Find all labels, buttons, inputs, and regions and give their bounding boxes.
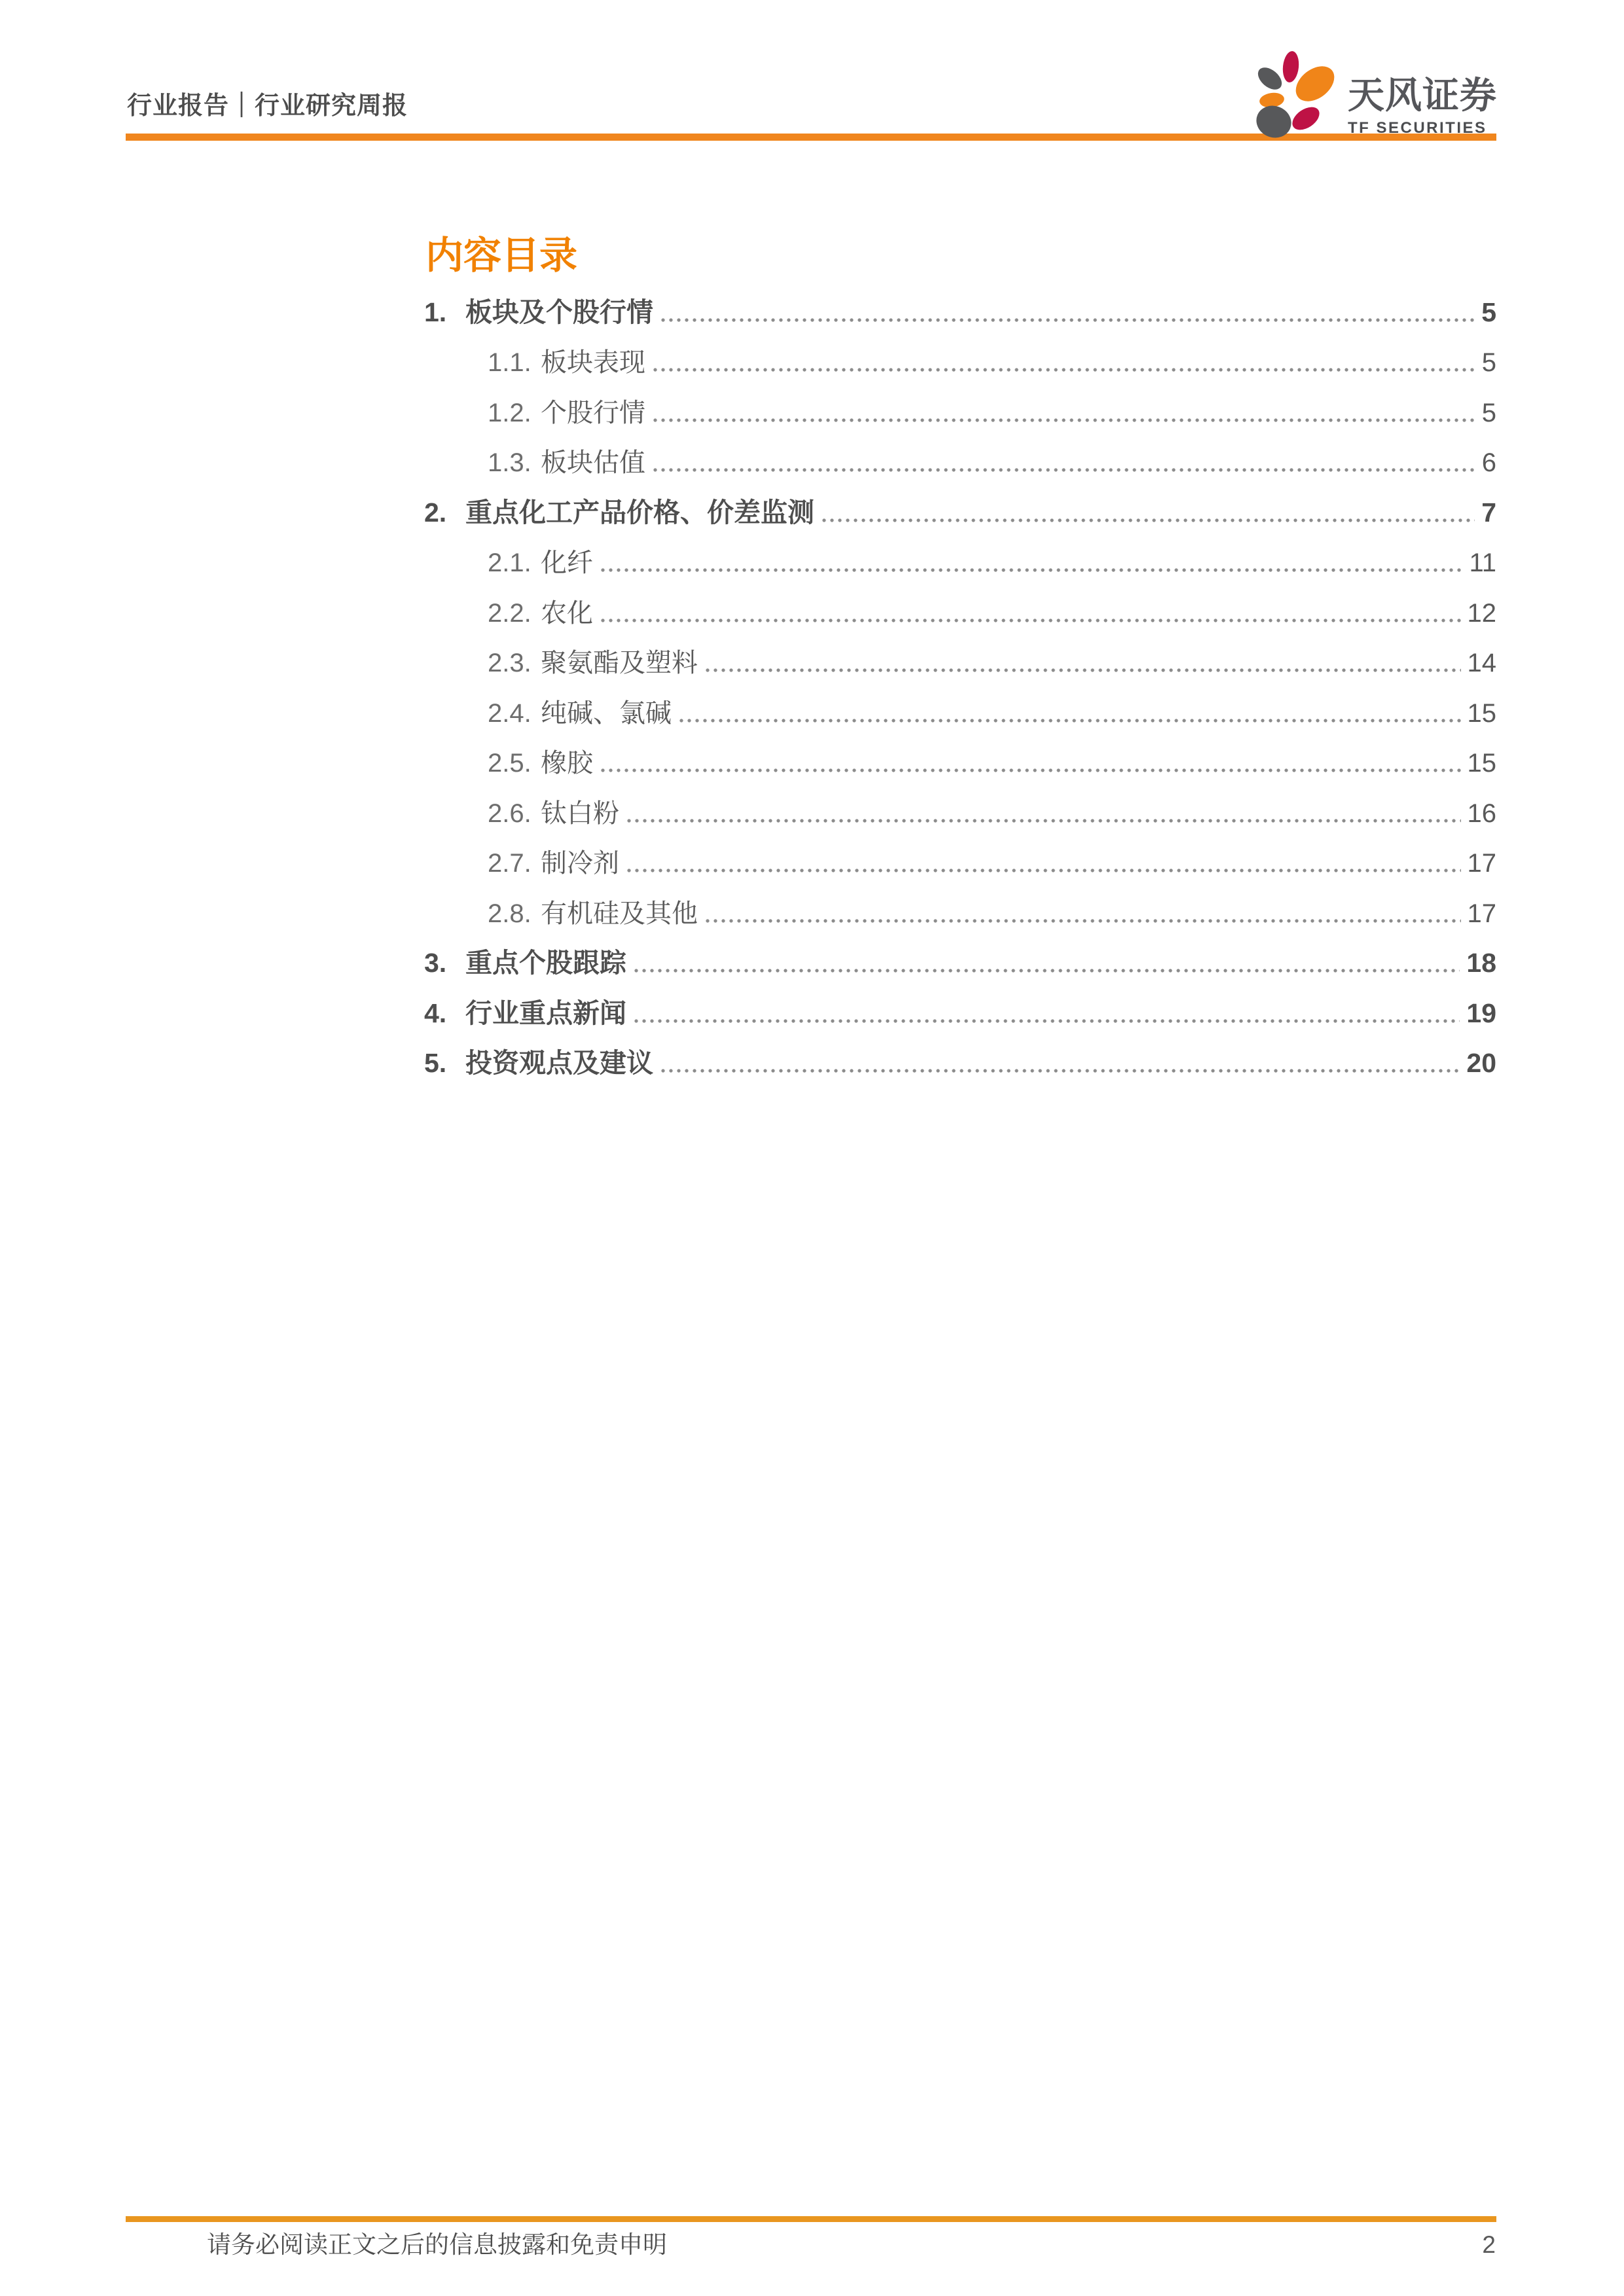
toc-entry-label: 板块及个股行情 <box>465 296 653 327</box>
toc-entry[interactable] <box>424 578 1496 628</box>
toc-entry-page: 11 <box>1469 548 1496 578</box>
toc-entry-number: 2.5. <box>488 749 532 778</box>
toc-leader-dots <box>601 768 1461 772</box>
toc-entry[interactable] <box>424 929 1496 979</box>
toc-entry-page: 5 <box>1481 296 1496 327</box>
toc-entry-number: 2. <box>424 497 447 528</box>
toc-entry-page: 17 <box>1467 899 1496 928</box>
toc-leader-dots <box>661 318 1475 322</box>
toc-entry-label: 板块表现 <box>541 348 645 378</box>
toc-leader-dots <box>634 1019 1460 1023</box>
toc-entry-label: 聚氨酯及塑料 <box>541 649 698 678</box>
toc-entry-label: 化纤 <box>541 548 593 578</box>
toc-entry-label: 钛白粉 <box>541 798 619 828</box>
toc-entry-page: 15 <box>1467 698 1496 728</box>
toc-entry-label: 个股行情 <box>541 398 645 427</box>
tf-logo-flower-icon <box>1255 45 1339 140</box>
toc-entry[interactable] <box>424 528 1496 579</box>
toc-title: 内容目录 <box>425 234 578 277</box>
toc-entry[interactable] <box>424 428 1496 478</box>
toc-entry-number: 2.6. <box>488 798 532 828</box>
toc-entry-number: 1.3. <box>488 448 532 478</box>
table-of-contents <box>424 278 1496 1079</box>
toc-entry[interactable] <box>424 478 1496 528</box>
toc-entry-number: 1.1. <box>488 348 532 378</box>
toc-entry-number: 2.1. <box>488 548 532 578</box>
toc-leader-dots <box>601 568 1462 572</box>
toc-entry[interactable] <box>424 1029 1496 1079</box>
toc-entry[interactable] <box>424 829 1496 879</box>
toc-entry-label: 行业重点新闻 <box>465 997 626 1028</box>
toc-entry-label: 制冷剂 <box>541 849 619 878</box>
toc-entry[interactable] <box>424 378 1496 428</box>
toc-entry-page: 17 <box>1467 849 1496 878</box>
toc-entry[interactable] <box>424 878 1496 929</box>
toc-leader-dots <box>653 418 1475 422</box>
toc-entry-label: 重点化工产品价格、价差监测 <box>465 497 814 528</box>
toc-entry-label: 板块估值 <box>541 448 645 478</box>
toc-entry-number: 2.4. <box>488 698 532 728</box>
toc-entry-label: 重点个股跟踪 <box>465 948 626 978</box>
toc-entry-number: 5. <box>424 1048 447 1079</box>
toc-entry-page: 5 <box>1481 348 1496 378</box>
toc-entry-page: 14 <box>1467 649 1496 678</box>
toc-entry[interactable] <box>424 978 1496 1029</box>
logo-name-cn: 天风证券 <box>1348 75 1497 116</box>
toc-entry-page: 6 <box>1481 448 1496 478</box>
breadcrumb: 行业报告｜行业研究周报 <box>127 92 408 120</box>
toc-entry-page: 15 <box>1467 749 1496 778</box>
toc-entry-number: 2.2. <box>488 598 532 628</box>
toc-leader-dots <box>661 1069 1460 1073</box>
toc-leader-dots <box>706 668 1461 672</box>
toc-entry-page: 5 <box>1481 398 1496 427</box>
toc-entry-number: 3. <box>424 948 447 978</box>
toc-entry-page: 16 <box>1467 798 1496 828</box>
toc-entry-page: 12 <box>1467 598 1496 628</box>
toc-entry[interactable] <box>424 728 1496 779</box>
toc-entry[interactable] <box>424 278 1496 328</box>
toc-entry-label: 投资观点及建议 <box>465 1048 653 1079</box>
toc-entry-number: 2.3. <box>488 649 532 678</box>
toc-leader-dots <box>627 819 1461 823</box>
toc-entry-number: 2.7. <box>488 849 532 878</box>
toc-entry-page: 18 <box>1466 948 1496 978</box>
toc-entry-label: 有机硅及其他 <box>541 899 698 928</box>
toc-entry[interactable] <box>424 678 1496 728</box>
toc-entry-page: 7 <box>1481 497 1496 528</box>
logo-name-en: TF SECURITIES <box>1348 119 1487 137</box>
toc-entry-label: 纯碱、氯碱 <box>541 698 672 728</box>
footer-rule <box>126 2216 1496 2222</box>
toc-entry-number: 4. <box>424 997 447 1028</box>
toc-entry[interactable] <box>424 328 1496 378</box>
footer-page-number: 2 <box>1482 2231 1496 2258</box>
toc-entry-page: 19 <box>1466 997 1496 1028</box>
toc-entry[interactable] <box>424 778 1496 829</box>
toc-entry[interactable] <box>424 628 1496 679</box>
toc-leader-dots <box>653 368 1475 372</box>
toc-entry-number: 2.8. <box>488 899 532 928</box>
toc-leader-dots <box>634 969 1460 973</box>
toc-leader-dots <box>679 719 1461 723</box>
footer-disclaimer: 请务必阅读正文之后的信息披露和免责申明 <box>207 2231 667 2258</box>
toc-leader-dots <box>822 518 1475 522</box>
toc-entry-number: 1. <box>424 296 447 327</box>
toc-entry-number: 1.2. <box>488 398 532 427</box>
toc-entry-label: 橡胶 <box>541 749 593 778</box>
toc-leader-dots <box>601 619 1461 622</box>
toc-entry-page: 20 <box>1466 1048 1496 1079</box>
toc-leader-dots <box>653 468 1475 472</box>
toc-entry-label: 农化 <box>541 598 593 628</box>
toc-leader-dots <box>627 869 1461 872</box>
toc-leader-dots <box>706 919 1461 923</box>
logo-text <box>1348 45 1497 136</box>
tf-securities-logo <box>1255 45 1497 140</box>
